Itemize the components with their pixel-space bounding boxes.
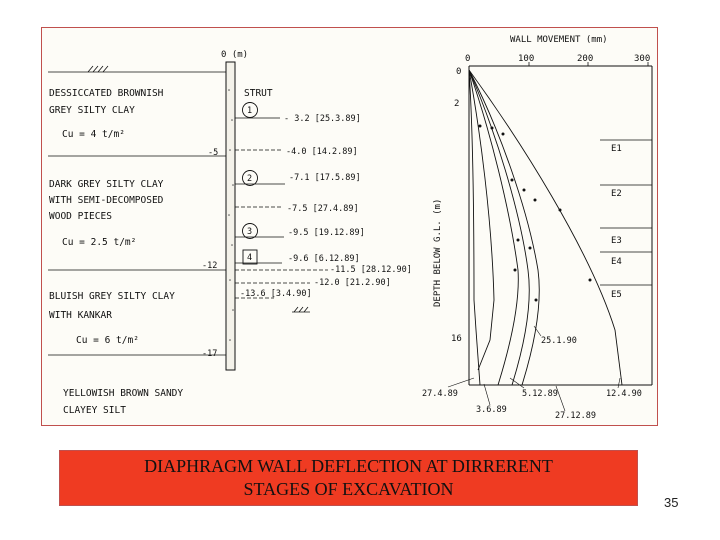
curve-label-25-1-90: 25.1.90 <box>541 336 577 346</box>
stage-label-5: -13.6 [3.4.90] <box>240 289 312 299</box>
layer-depth-17: -17 <box>202 349 218 359</box>
curve-markers <box>479 125 592 302</box>
strut-1 <box>235 103 361 125</box>
soil-layer-3-line-2: WITH KANKAR <box>49 310 112 321</box>
stage-label-2: -7.5 [27.4.89] <box>287 204 359 214</box>
soil-layer-4 <box>63 388 183 416</box>
slide-caption <box>59 450 638 506</box>
slide-number: 35 <box>664 495 679 510</box>
soil-layer-3-line-1: BLUISH GREY SILTY CLAY <box>49 291 175 302</box>
soil-layer-3 <box>49 291 175 346</box>
diaphragm-wall <box>226 62 235 370</box>
curve-label-12-4-90: 12.4.90 <box>606 389 642 399</box>
excavation-base-hatch <box>292 307 310 312</box>
strut-2 <box>235 171 361 186</box>
stage-label-3: -11.5 [28.12.90] <box>330 265 412 275</box>
soil-layer-1-cu: Cu = 4 t/m² <box>62 129 125 140</box>
soil-layer-3-cu: Cu = 6 t/m² <box>76 335 139 346</box>
layer-depth-5: -5 <box>208 148 219 158</box>
curve-label-5-12-89: 5.12.89 <box>522 389 558 399</box>
soil-layer-2 <box>49 179 164 248</box>
curve-label-3-6-89: 3.6.89 <box>476 405 507 415</box>
x-tick-0: 0 <box>465 54 471 64</box>
caption-line-2: STAGES OF EXCAVATION <box>243 479 454 499</box>
stage-e4: E4 <box>611 257 622 267</box>
stage-label-1: -4.0 [14.2.89] <box>286 147 358 157</box>
stage-e3: E3 <box>611 236 622 246</box>
soil-layer-1-line-2: GREY SILTY CLAY <box>49 105 135 116</box>
soil-layer-4-line-2: CLAYEY SILT <box>63 405 126 416</box>
strut-2-label: -7.1 [17.5.89] <box>289 173 361 183</box>
y-tick-16: 16 <box>451 334 462 344</box>
stage-boxes <box>600 140 652 285</box>
strut-4 <box>235 250 360 264</box>
strut-4-number: 4 <box>247 253 253 263</box>
strut-4-label: -9.6 [6.12.89] <box>288 254 360 264</box>
layer-depth-12: -12 <box>202 261 218 271</box>
stage-e2: E2 <box>611 189 622 199</box>
x-tick-300: 300 <box>634 54 651 64</box>
strut-1-number: 1 <box>247 106 253 116</box>
y-axis-label: DEPTH BELOW G.L. (m) <box>433 198 443 307</box>
strut-heading: STRUT <box>244 88 273 99</box>
caption-line-1: DIAPHRAGM WALL DEFLECTION AT DIRRERENT <box>144 456 553 476</box>
curve-27-4-89 <box>469 70 480 385</box>
curve-27-12-89 <box>469 70 529 385</box>
stage-e1: E1 <box>611 144 622 154</box>
surface-level-label: 0 (m) <box>221 50 249 60</box>
strut-3 <box>235 224 365 239</box>
ground-surface <box>48 66 226 72</box>
soil-layer-2-line-1: DARK GREY SILTY CLAY <box>49 179 164 190</box>
stage-label-4: -12.0 [21.2.90] <box>314 278 391 288</box>
soil-layer-2-cu: Cu = 2.5 t/m² <box>62 237 137 248</box>
y-tick-0: 0 <box>456 67 462 77</box>
x-tick-100: 100 <box>518 54 535 64</box>
x-tick-200: 200 <box>577 54 594 64</box>
strut-1-label: - 3.2 [25.3.89] <box>284 114 361 124</box>
curve-label-27-4-89: 27.4.89 <box>422 389 458 399</box>
curve-25-1-90 <box>469 70 539 385</box>
strut-3-label: -9.5 [19.12.89] <box>288 228 365 238</box>
soil-layer-1 <box>49 88 164 140</box>
soil-layer-2-line-3: WOOD PIECES <box>49 211 112 222</box>
strut-2-number: 2 <box>247 174 253 184</box>
curve-label-27-12-89: 27.12.89 <box>555 411 596 421</box>
soil-layer-4-line-1: YELLOWISH BROWN SANDY <box>63 388 184 399</box>
y-tick-2: 2 <box>454 99 460 109</box>
soil-layer-1-line-1: DESSICCATED BROWNISH <box>49 88 164 99</box>
strut-3-number: 3 <box>247 227 253 237</box>
soil-layer-2-line-2: WITH SEMI-DECOMPOSED <box>49 195 164 206</box>
stage-e5: E5 <box>611 290 622 300</box>
plot-title: WALL MOVEMENT (mm) <box>510 35 608 45</box>
